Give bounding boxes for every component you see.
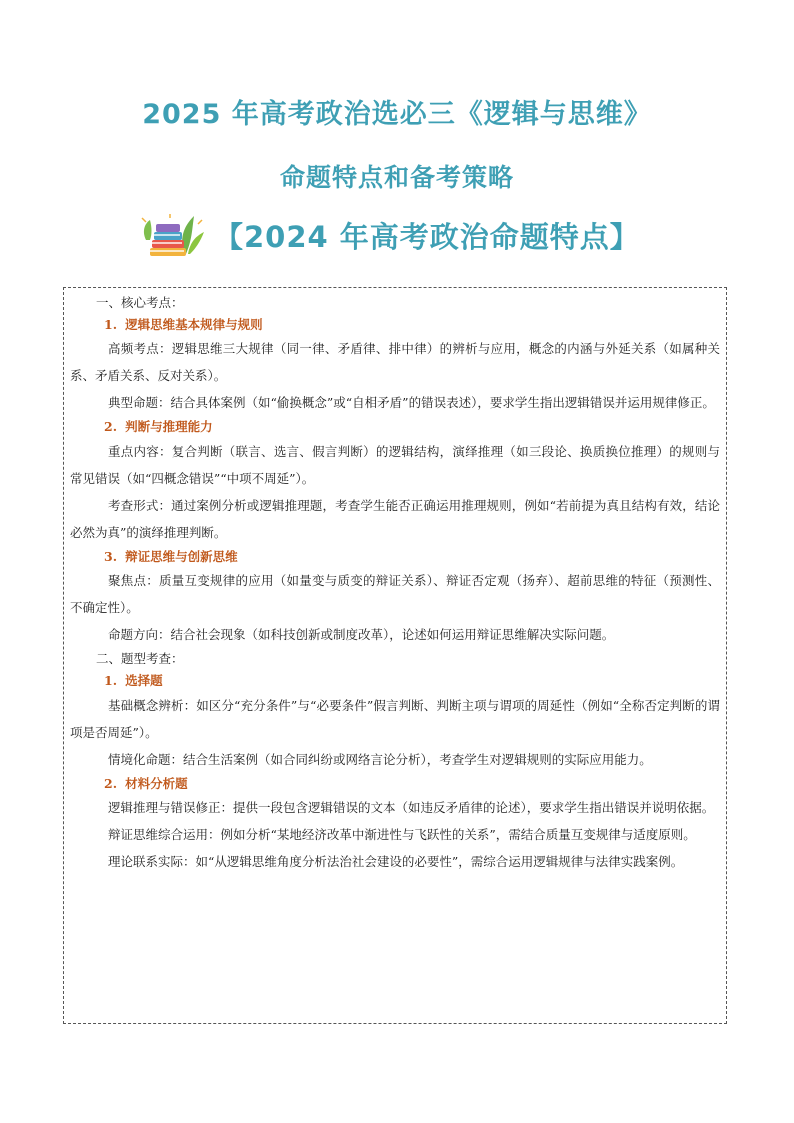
subheading-text: 辩证思维与创新思维 (125, 548, 238, 564)
heading-question-types: 二、题型考查： (96, 651, 184, 667)
subheading-multiple-choice (70, 670, 720, 692)
section-title: 【2024 年高考政治命题特点】 (214, 219, 640, 254)
paragraph: 理论联系实际：如“从逻辑思维角度分析法治社会建设的必要性”，需综合运用逻辑规律与法律实践案例。 (108, 854, 684, 870)
paragraph: 聚焦点：质量互变规律的应用（如量变与质变的辩证关系）、辩证否定观（扬弃）、超前思维的特征（预测性、不确定性）。 (70, 573, 720, 616)
paragraph: 逻辑推理与错误修正：提供一段包含逻辑错误的文本（如违反矛盾律的论述），要求学生指出错误并说明依据。 (108, 800, 715, 816)
subheading-text: 选择题 (125, 672, 163, 688)
document-subtitle: 命题特点和备考策略 (279, 163, 514, 192)
subheading-text: 材料分析题 (125, 775, 188, 791)
document-title: 2025 年高考政治选必三《逻辑与思维》 (142, 99, 652, 130)
subheading-number: 3. (104, 548, 118, 564)
paragraph: 命题方向：结合社会现象（如科技创新或制度改革），论述如何运用辩证思维解决实际问题。 (108, 627, 615, 643)
paragraph: 考查形式：通过案例分析或逻辑推理题，考查学生能否正确运用推理规则，例如“若前提为真且结构有效，结论必然为真”的演绎推理判断。 (70, 497, 720, 540)
paragraph: 重点内容：复合判断（联言、选言、假言判断）的逻辑结构，演绎推理（如三段论、换质换位推理）的规则与常见错误（如“四概念错误”“中项不周延”）。 (70, 443, 720, 486)
subheading-number: 1. (104, 316, 118, 332)
heading-core-points: 一、核心考点： (96, 295, 184, 310)
paragraph: 情境化命题：结合生活案例（如合同纠纷或网络言论分析），考查学生对逻辑规则的实际应用能力。 (108, 751, 652, 767)
subheading-reasoning (70, 416, 720, 438)
subheading-number: 2. (104, 775, 118, 791)
books-plant-icon (140, 210, 206, 260)
paragraph: 高频考点：逻辑思维三大规律（同一律、矛盾律、排中律）的辨析与应用，概念的内涵与外延关系（如属种关系、矛盾关系、反对关系）。 (70, 341, 720, 384)
paragraph: 基础概念辨析：如区分“充分条件”与“必要条件”假言判断、判断主项与谓项的周延性（例如“全称否定判断的谓项是否周延”）。 (70, 697, 720, 740)
paragraph: 辩证思维综合运用：例如分析“某地经济改革中渐进性与飞跃性的关系”，需结合质量互变规律与适度原则。 (108, 827, 696, 843)
subheading-number: 2. (104, 419, 118, 435)
subheading-dialectic (70, 546, 720, 568)
subheading-number: 1. (104, 672, 118, 688)
section-header (140, 210, 640, 260)
paragraph: 典型命题：结合具体案例（如“偷换概念”或“自相矛盾”的错误表述），要求学生指出逻辑错误并运用规律修正。 (108, 395, 715, 411)
subheading-text: 判断与推理能力 (125, 419, 213, 435)
content-box (63, 287, 727, 1024)
subheading-text: 逻辑思维基本规律与规则 (125, 316, 263, 332)
subheading-material-analysis (70, 773, 720, 795)
subheading-logic-rules (70, 314, 720, 336)
